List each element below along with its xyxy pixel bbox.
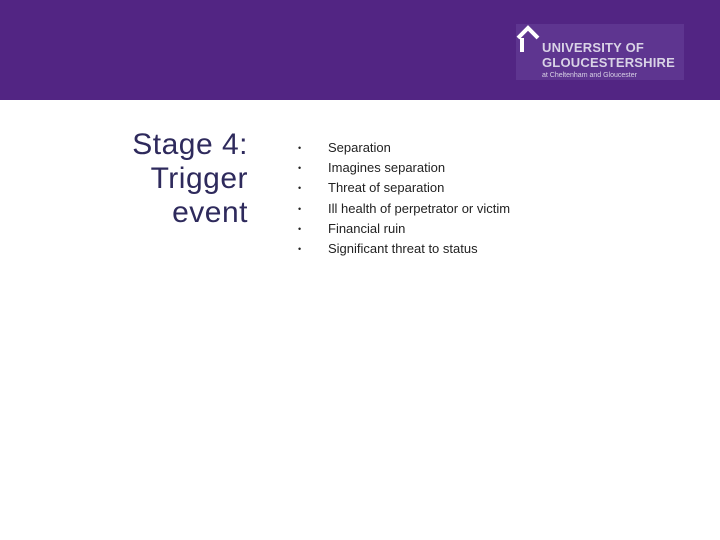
logo-roof-icon	[516, 24, 540, 54]
slide-title-line: Trigger	[150, 162, 248, 195]
bullet-text: Imagines separation	[328, 160, 446, 176]
header-banner	[0, 0, 720, 100]
bullet-text: Ill health of perpetrator or victim	[328, 200, 511, 216]
bullet-dot: •	[298, 163, 302, 174]
logo-text-line2: GLOUCESTERSHIRE	[542, 55, 676, 70]
bullet-dot: •	[298, 203, 302, 214]
slide-title-line: event	[172, 196, 248, 229]
bullet-dot: •	[298, 183, 302, 194]
logo-text-line1: UNIVERSITY OF	[542, 40, 645, 55]
bullet-dot: •	[298, 223, 302, 234]
bullet-dot: •	[298, 243, 302, 254]
bullet-text: Threat of separation	[328, 180, 445, 196]
bullet-text: Separation	[328, 140, 391, 155]
logo-text-line3: at Cheltenham and Gloucester	[542, 72, 637, 79]
slide-title	[48, 128, 248, 230]
university-logo	[516, 24, 684, 80]
bullet-dot: •	[298, 143, 302, 153]
slide-title-line: Stage 4:	[132, 128, 248, 161]
bullet-text: Significant threat to status	[328, 240, 478, 256]
bullet-text: Financial ruin	[328, 220, 406, 236]
